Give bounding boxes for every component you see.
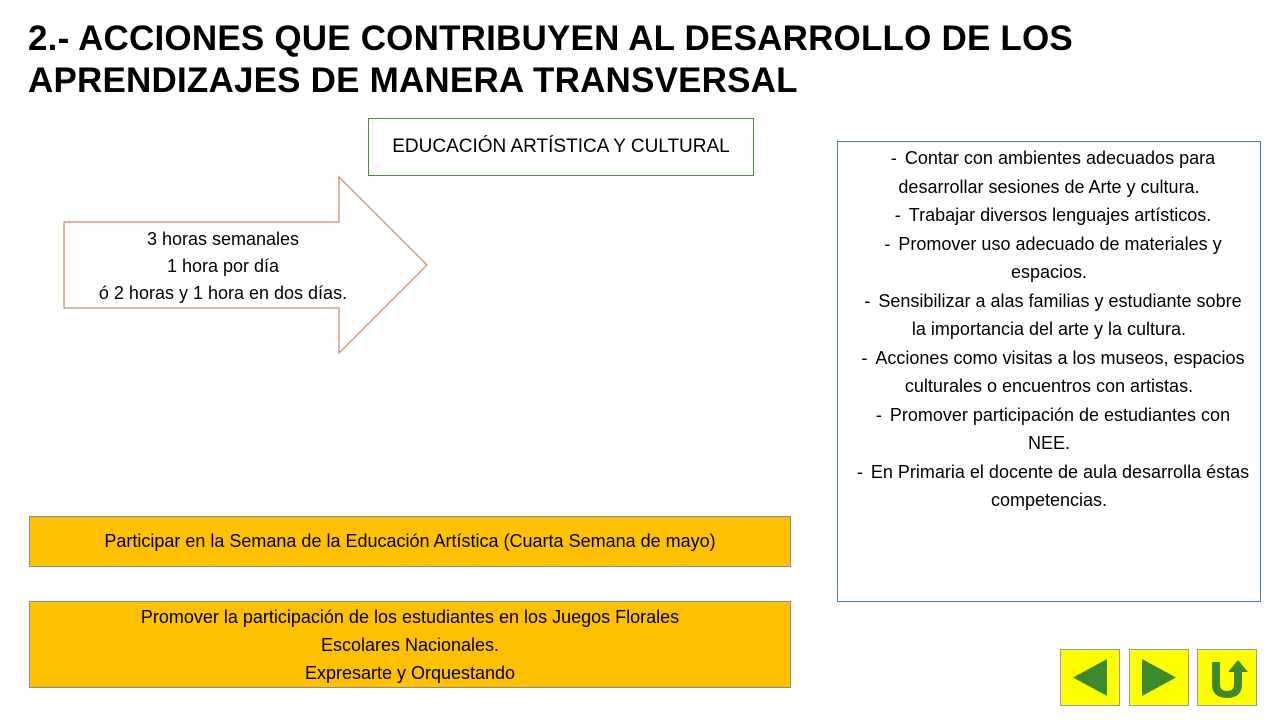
title-line-2: APRENDIZAJES DE MANERA TRANSVERSAL [28, 61, 798, 100]
next-button[interactable] [1129, 649, 1189, 706]
action-item: - Contar con ambientes adecuados para desarrollar sesiones de Arte y cultura. [890, 148, 1216, 197]
action-item: - Promover uso adecuado de materiales y espacios. [884, 233, 1222, 282]
art-week-text: Participar en la Semana de la Educación Artística (Cuarta Semana de mayo) [104, 531, 716, 551]
art-week-box [29, 516, 791, 567]
actions-list [837, 141, 1261, 602]
title-line-1: 2.- ACCIONES QUE CONTRIBUYEN AL DESARROLLO DE LOS [28, 19, 1073, 58]
arrow-line-3: ó 2 horas y 1 hora en dos días. [98, 283, 348, 303]
action-item: - Sensibilizar a alas familias y estudiante sobre la importancia del arte y la cultura. [864, 290, 1242, 339]
action-item: - Promover participación de estudiantes con NEE. [875, 404, 1231, 453]
hours-arrow [63, 176, 429, 354]
floral-games-line-1: Promover la participación de los estudiantes en los Juegos Florales [140, 607, 680, 627]
action-item: - En Primaria el docente de aula desarrolla éstas competencias. [856, 461, 1250, 510]
arrow-line-1: 3 horas semanales [146, 229, 300, 249]
slide-title [28, 18, 1248, 102]
return-button[interactable] [1197, 649, 1257, 706]
action-item: - Trabajar diversos lenguajes artísticos. [894, 205, 1212, 225]
arrow-text [63, 226, 383, 307]
action-item: - Acciones como visitas a los museos, espacios culturales o encuentros con artistas. [861, 347, 1245, 396]
floral-games-line-2: Escolares Nacionales. [320, 635, 500, 655]
triangle-right-icon [1130, 650, 1188, 705]
subject-box [368, 118, 754, 176]
arrow-line-2: 1 hora por día [166, 256, 280, 276]
floral-games-line-3: Expresarte y Orquestando [304, 663, 516, 683]
triangle-left-icon [1061, 650, 1119, 705]
previous-button[interactable] [1060, 649, 1120, 706]
floral-games-box [29, 601, 791, 688]
u-turn-icon [1198, 650, 1256, 705]
subject-label: EDUCACIÓN ARTÍSTICA Y CULTURAL [392, 136, 730, 157]
